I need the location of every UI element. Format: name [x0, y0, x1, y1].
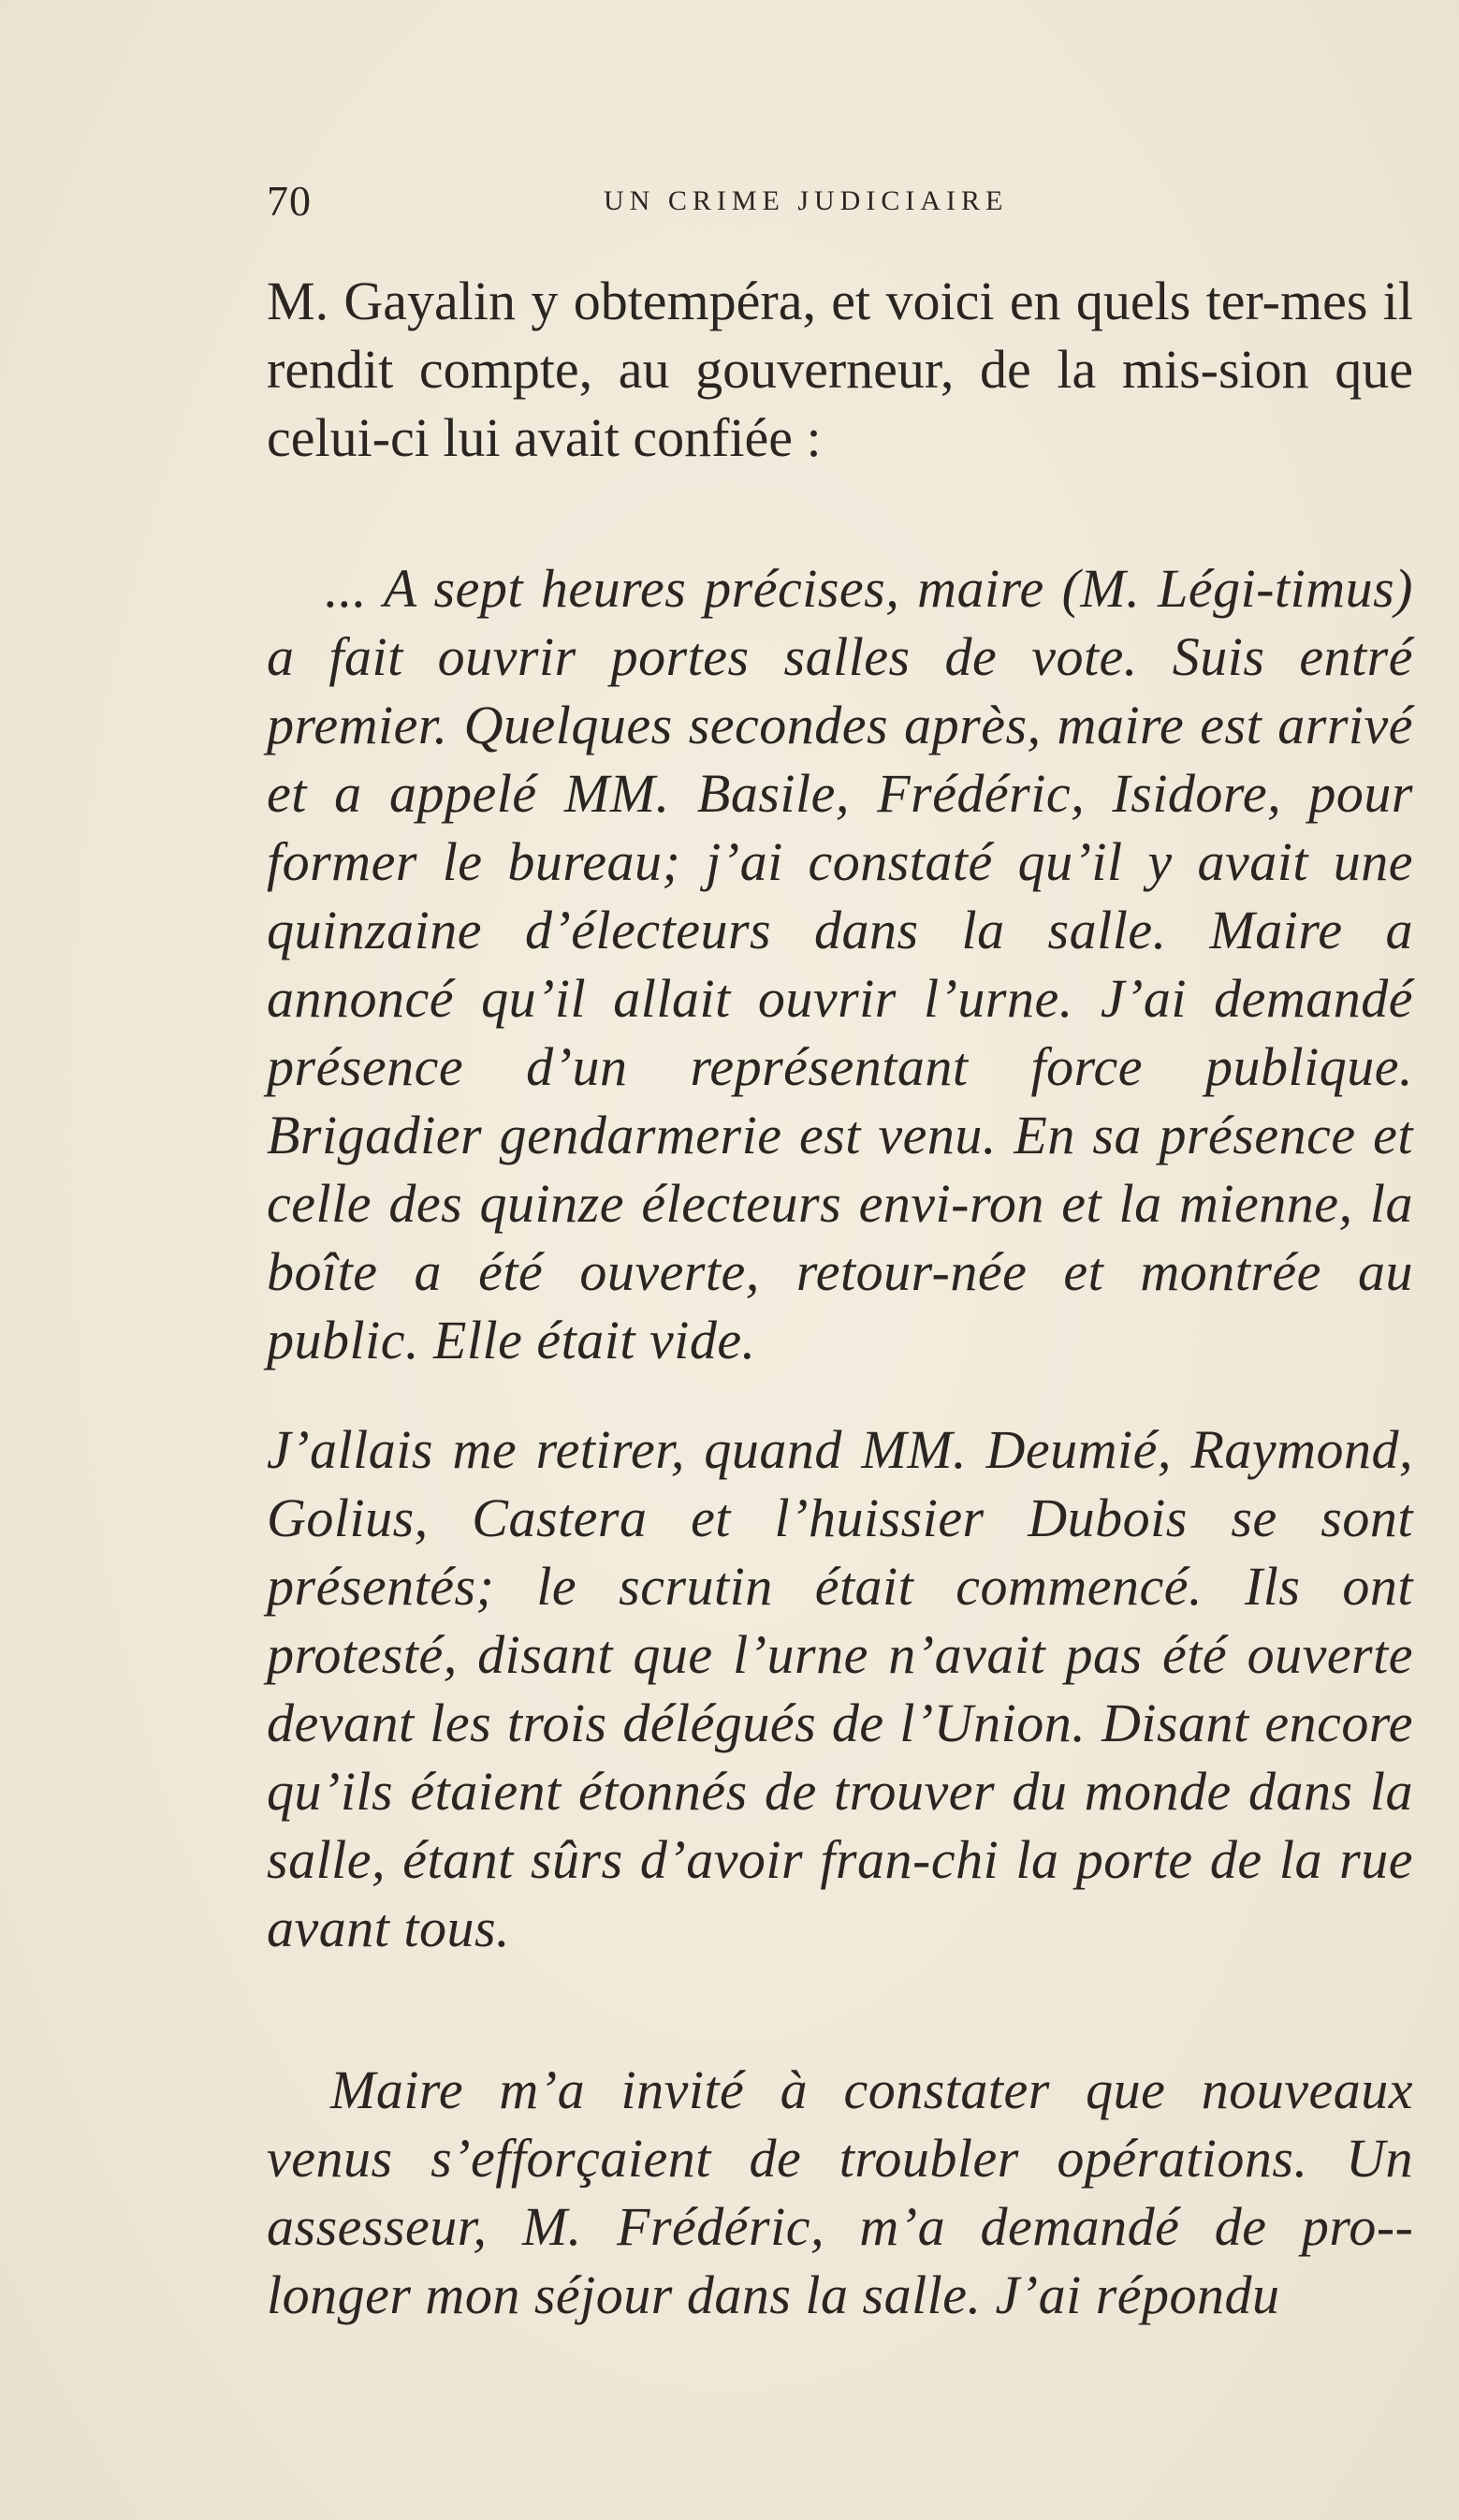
running-title: UN CRIME JUDICIAIRE — [604, 185, 1009, 216]
page-header — [267, 176, 1231, 242]
paragraph-quote-1: ... A sept heures précises, maire (M. Légi-timus) a fait ouvrir portes salles de vote. Suis entré premier. Quelques secondes après, maire est arrivé et a appelé MM. Basile, Frédéric, Isidore, pour former le bureau; j’ai constaté qu’il y avait une quinzaine d’électeurs dans la salle. Maire a annoncé qu’il allait ouvrir l’urne. J’ai demandé présence d’un représentant force publique. Brigadier gendarmerie est venu. En sa présence et celle des quinze électeurs envi-ron et la mienne, la boîte a été ouverte, retour-née et montrée au public. Elle était vide. — [267, 558, 1413, 1370]
paragraph-quote-3: Maire m’a invité à constater que nouveaux venus s’efforçaient de troubler opérations. Un assesseur, M. Frédéric, m’a demandé de pro-longer mon séjour dans la salle. J’ai répondu — [267, 2059, 1413, 2325]
paragraph-quote-2: J’allais me retirer, quand MM. Deumié, Raymond, Golius, Castera et l’huissier Dubois se sont présentés; le scrutin était commencé. Ils ont protesté, disant que l’urne n’avait pas été ouverte devant les trois délégués de l’Union. Disant encore qu’ils étaient étonnés de trouver du monde dans la salle, étant sûrs d’avoir fran-chi la porte de la rue avant tous. — [267, 1419, 1413, 1958]
page-body — [267, 267, 1413, 2329]
paragraph-intro: M. Gayalin y obtempéra, et voici en quels ter-mes il rendit compte, au gouverneur, de la mis-sion que celui-ci lui avait confiée : — [267, 271, 1413, 468]
page-number: 70 — [267, 177, 312, 225]
